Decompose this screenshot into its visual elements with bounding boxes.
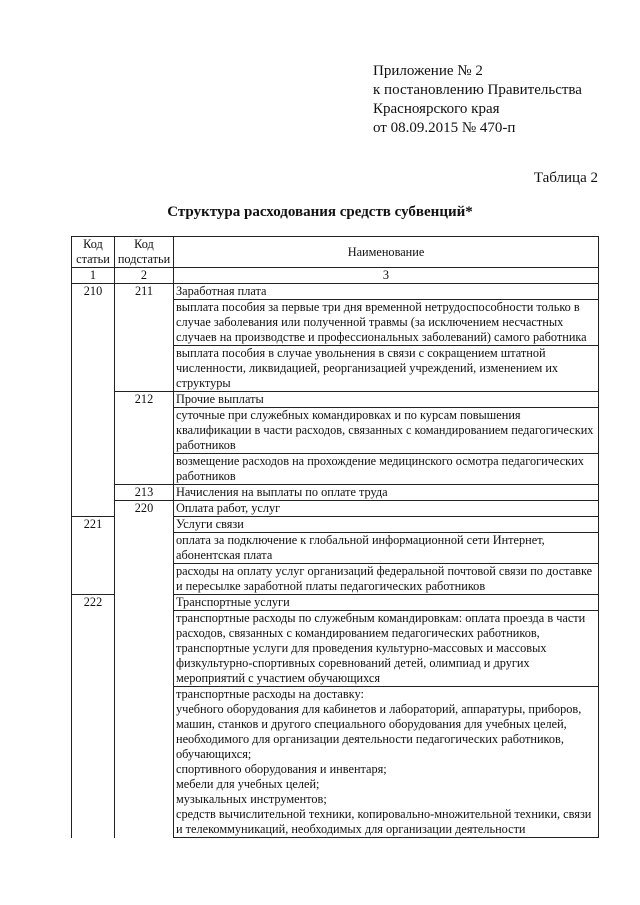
row-name: Начисления на выплаты по оплате труда xyxy=(174,485,599,501)
column-number: 1 xyxy=(72,268,115,284)
appendix-line: Приложение № 2 xyxy=(373,63,483,79)
subarticle-code: 213 xyxy=(115,485,174,501)
row-name: Транспортные услуги xyxy=(174,595,599,611)
appendix-line: Красноярского края xyxy=(373,101,500,117)
subarticle-code: 221 xyxy=(72,517,115,595)
row-name: выплата пособия в случае увольнения в связи с сокращением штатной численности, ликвидацией, реорганизацией учреждений, изменением их структуры xyxy=(174,346,599,392)
row-name: возмещение расходов на прохождение медицинского осмотра педагогических работников xyxy=(174,454,599,485)
table-label: Таблица 2 xyxy=(533,170,598,186)
row-name: транспортные расходы по служебным командировкам: оплата проезда в части расходов, связанных с командированием педагогических работников, транспортные услуги для проведения культурно-массовых и массовых физкультурно-спортивных соревнований детей, олимпиад и других мероприятий с участием обучающихся xyxy=(174,611,599,687)
column-number: 2 xyxy=(115,268,174,284)
row-name: Прочие выплаты xyxy=(174,392,599,408)
row-name xyxy=(174,687,599,838)
table-row xyxy=(72,392,599,408)
appendix-line: к постановлению Правительства xyxy=(373,82,582,98)
row-name: Услуги связи xyxy=(174,517,599,533)
row-name: Оплата работ, услуг xyxy=(174,501,599,517)
row-name: выплата пособия за первые три дня временной нетрудоспособности только в случае заболевания или полученной травмы (за исключением несчастных случаев на производстве и профессиональных заболеваний) самого работника xyxy=(174,300,599,346)
header-name: Наименование xyxy=(174,237,599,268)
row-name-line: средств вычислительной техники, копировально-множительной техники, связи и телекоммуникаций, необходимых для организации деятельности xyxy=(176,807,592,836)
subarticle-code: 212 xyxy=(115,392,174,485)
expense-structure-table xyxy=(71,236,599,838)
column-number-row xyxy=(72,268,599,284)
row-name-line: учебного оборудования для кабинетов и лабораторий, аппаратуры, приборов, машин, станков и другого специального оборудования для учебных целей, необходимого для организации деятельности педагогических работников, обучающихся; xyxy=(176,702,582,761)
row-name-line: транспортные расходы на доставку: xyxy=(176,687,364,701)
row-name: Заработная плата xyxy=(174,284,599,300)
row-name: расходы на оплату услуг организаций федеральной почтовой связи по доставке и пересылке заработной платы педагогических работников xyxy=(174,564,599,595)
row-name: оплата за подключение к глобальной информационной сети Интернет, абонентская плата xyxy=(174,533,599,564)
appendix-date: от 08.09.2015 № 470-п xyxy=(373,120,516,136)
appendix-block xyxy=(373,62,582,138)
row-name: суточные при служебных командировках и по курсам повышения квалификации в части расходов, связанных с командированием педагогических работников xyxy=(174,408,599,454)
table-row xyxy=(72,501,599,517)
column-number: 3 xyxy=(174,268,599,284)
row-name-line: мебели для учебных целей; xyxy=(176,777,320,791)
table-row xyxy=(72,284,599,300)
article-code: 220 xyxy=(115,501,174,838)
header-article-code: Код статьи xyxy=(72,237,115,268)
subarticle-code: 211 xyxy=(115,284,174,392)
table-header-row xyxy=(72,237,599,268)
subarticle-code: 222 xyxy=(72,595,115,838)
header-subarticle-code: Код подстатьи xyxy=(115,237,174,268)
article-code: 210 xyxy=(72,284,115,517)
document-title: Структура расходования средств субвенций* xyxy=(167,204,473,220)
table-row xyxy=(72,485,599,501)
row-name-line: спортивного оборудования и инвентаря; xyxy=(176,762,387,776)
row-name-line: музыкальных инструментов; xyxy=(176,792,327,806)
